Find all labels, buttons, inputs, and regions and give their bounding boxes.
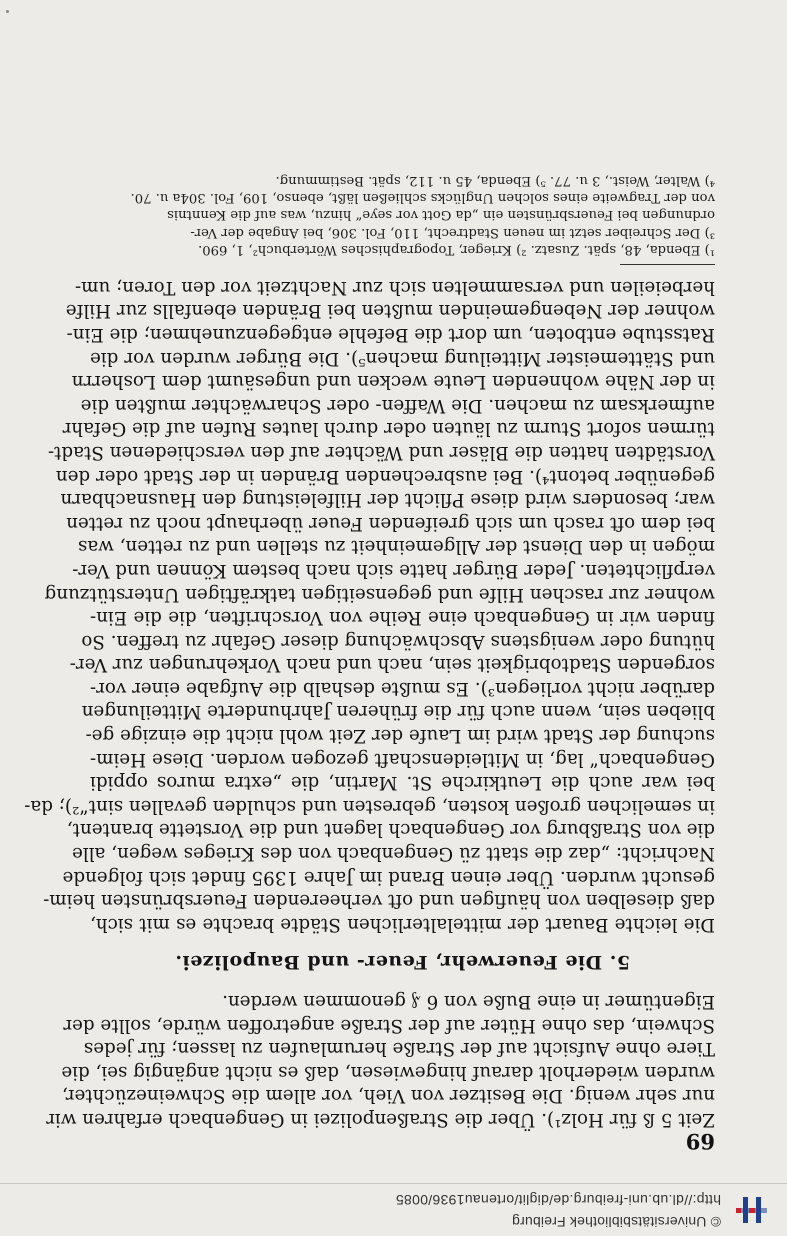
footnote-line: von der Tragweite eines solchen Unglücks schließen läßt, ebenso, 109, Fol. 304a u. 70. bbox=[130, 190, 715, 205]
section-heading: 5. Die Feuerwehr, Feuer- und Baupolizei. bbox=[174, 951, 631, 974]
footnote-line: ¹) Ebenda, 48, spät. Zusatz. ²) Krieger, Topographisches Wörterbuch², 1, 690. bbox=[198, 242, 715, 258]
page-number: 69 bbox=[685, 1129, 715, 1154]
text-line: wohner der Nebengemeinden mußten bei Bränden ebenfalls zur Hilfe bbox=[65, 300, 715, 322]
text-line: sorgenden Stadtobrigkeit sein, nach und nach Vorkehrungen zur Ver- bbox=[69, 654, 715, 676]
text-line: wohner zur raschen Hilfe und gegenseitigen tatkräftigen Unterstützung bbox=[44, 583, 715, 605]
text-line: aufmerksam zu machen. Die Waffen- oder Scharwächter mußten die bbox=[80, 394, 715, 416]
scan-dust-mark bbox=[6, 10, 9, 13]
text-line: die von Straßburg vor Gengenbach lagent und die Vorstette brantent, bbox=[66, 819, 715, 841]
text-line: war; besonders wird diese Pflicht der Hilfeleistung den Hausnachbarn bbox=[60, 489, 715, 511]
text-line: gesucht wurden. Über einen Brand im Jahre 1395 findet sich folgende bbox=[62, 866, 715, 888]
paragraph-fire-service bbox=[24, 275, 715, 936]
text-line: blieben sein, wenn auch für die früheren Jahrhunderte Mitteilungen bbox=[81, 701, 715, 723]
text-line: Zeit 5 ß für Holz¹). Über die Straßenpolizei in Gengenbach erfahren wir bbox=[46, 1109, 715, 1130]
text-line: darüber nicht vorliegen³). Es mußte deshalb die Aufgabe einer vor- bbox=[90, 677, 715, 699]
copyright-credit: © Universitätsbibliothek Freiburg bbox=[511, 1214, 721, 1230]
body-text bbox=[24, 171, 715, 1131]
text-line: Vorstädten hatten die Bläser und Wächter auf den verschiedenen Stadt- bbox=[47, 441, 715, 463]
document-url[interactable]: http://dl.ub.uni-freiburg.de/diglit/ortenau1936/0085 bbox=[395, 1192, 721, 1208]
text-line: bei war auch die Leutkirche St. Martin, die „extra muros oppidi bbox=[90, 772, 715, 794]
university-library-logo-icon bbox=[735, 1193, 769, 1227]
text-line: suchung der Stadt wird im Laufe der Zeit wohl nicht die einzige ge- bbox=[85, 725, 715, 747]
text-line: gegenüber betont⁴). Bei ausbrechenden Bränden in der Stadt oder den bbox=[55, 465, 715, 487]
text-line: Gengenbach“ lag, in Mitleidenschaft gezogen worden. Diese Heim- bbox=[90, 748, 715, 770]
text-line: in der Nähe wohnenden Leute wecken und ungesäumt dem Losherrn bbox=[71, 371, 715, 393]
text-line: finden wir in Gengenbach eine Reihe von Vorschriften, die die Ein- bbox=[90, 607, 715, 629]
text-line: in semelichen großen kosten, gebresten und schulden gevallen sint“²); da- bbox=[24, 795, 715, 817]
text-line: mögen in den Dienst der Allgemeinheit zu stellen und zu retten, was bbox=[77, 536, 715, 558]
text-line: türmen sofort Sturm zu läuten oder durch lautes Rufen auf die Gefahr bbox=[62, 418, 715, 440]
text-line: Nachricht: „daz die statt zü Gengenbach von des Krieges wegen, alle bbox=[72, 843, 715, 865]
text-line: Die leichte Bauart der mittelalterlichen Städte brachte es mit sich, bbox=[90, 913, 715, 935]
text-line: Schwein, das ohne Hüter auf der Straße angetroffen würde, sollte der bbox=[63, 1014, 715, 1036]
library-header bbox=[0, 1183, 787, 1236]
text-line: Eigentümer in eine Buße von 6 ₰ genommen werden. bbox=[222, 991, 715, 1013]
footnote-line: ⁴) Walter, Weist., 3 u. 77. ⁵) Ebenda, 45 u. 112, spät. Bestimmung. bbox=[275, 172, 715, 188]
footnote-separator bbox=[620, 264, 715, 265]
text-line: bei dem oft rasch um sich greifenden Feuer überhaupt noch zu retten bbox=[66, 512, 715, 534]
text-line: Ratsstube entboten, um dort die Befehle entgegenzunehmen; die Ein- bbox=[66, 324, 715, 345]
text-line: wurden wiederholt darauf hingewiesen, daß es nicht angängig sei, die bbox=[61, 1061, 715, 1083]
text-line: und Stättemeister Mitteilung machen⁵). Die Bürger wurden vor die bbox=[90, 347, 715, 369]
footnotes bbox=[90, 171, 715, 258]
text-line: daß dieselben von häufigen und oft verheerenden Feuersbrünsten heim- bbox=[43, 890, 715, 912]
text-line: hütung oder wenigstens Abschwächung dieser Gefahr zu treffen. So bbox=[81, 630, 715, 652]
text-line: verpflichteten. Jeder Bürger hatte sich nach bestem Können und Ver- bbox=[72, 559, 715, 581]
footnote-line: ordnungen bei Feuersbrünsten ein „da Gott vor seye“ hinzu, was auf die Kenntnis bbox=[167, 207, 715, 223]
text-line: Tiere ohne Aufsicht auf der Straße herumlaufen zu lassen; für jedes bbox=[83, 1038, 715, 1060]
footnote-line: ³) Der Schreiber setzt im neuen Stadtrecht, 110, Fol. 306, bei Angabe der Ver- bbox=[190, 224, 715, 240]
text-line: herbeieilen und versammelten sich zur Nachtzeit vor den Toren; um- bbox=[74, 276, 715, 298]
text-line: nur sehr wenig. Die Besitzer von Vieh, vor allem die Schweinezüchter, bbox=[61, 1085, 715, 1107]
paragraph-street-police bbox=[46, 989, 715, 1131]
